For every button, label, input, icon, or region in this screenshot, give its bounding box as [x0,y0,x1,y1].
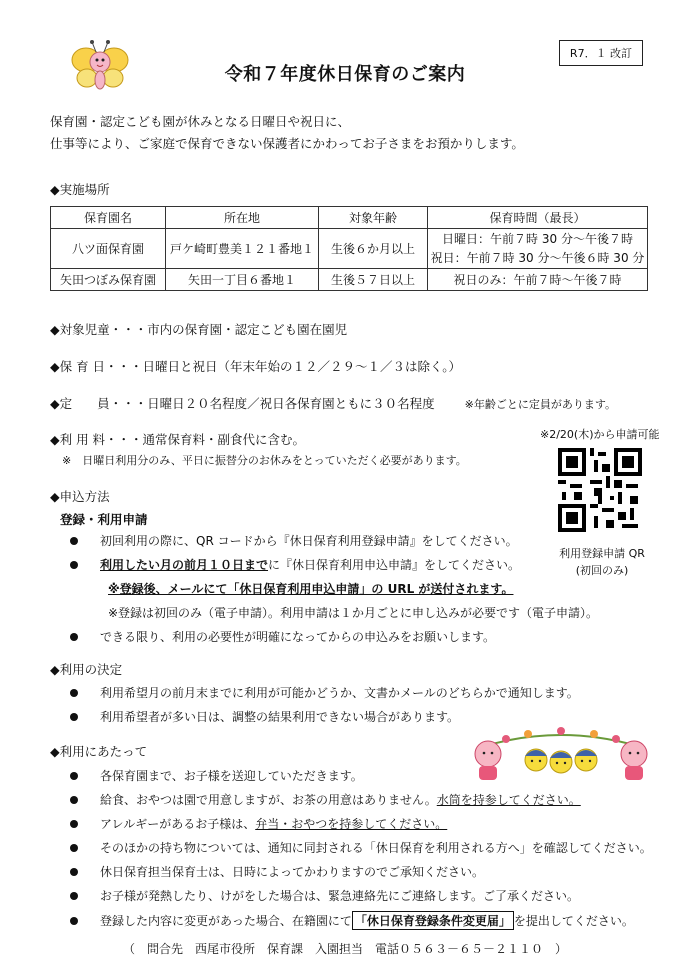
nursery-hours: 祝日のみ：午前７時～午後７時 [428,269,648,291]
list-item [70,791,581,808]
nursery-age: 生後５７日以上 [319,269,428,291]
table-row [51,229,648,269]
list-item [70,708,459,725]
revision-label: R7．１ 改訂 [559,40,643,66]
bullet-text: を提出してください。 [513,914,634,928]
bullet-text: 初回利用の際に、QR コードから『休日保育利用登録申請』をしてください。 [100,534,518,548]
qr-caption-2: (初回のみ) [575,564,629,577]
nursery-age: 生後６か月以上 [319,229,428,269]
intro-line-1: 保育園・認定こども園が休みとなる日曜日や祝日に、 [50,114,351,129]
bullet-text: 給食、おやつは園で用意しますが、お茶の用意はありません。 [100,793,437,807]
table-row [51,269,648,291]
list-item [70,863,484,880]
bullet-icon [70,892,78,900]
hours-line: 日曜日：午前７時 30 分～午後７時 [442,231,633,246]
children-illustration-icon [466,726,656,782]
fee: ◆利 用 料・・・通常保育料・副食代に含む。 [50,432,306,447]
column-header: 保育時間（最長） [428,207,648,229]
location-heading: ◆実施場所 [50,182,110,197]
bullet-text-boxed: 「休日保育登録条件変更届」 [352,911,514,930]
qr-code[interactable] [558,448,642,532]
nursery-hours [428,229,648,269]
bullet-icon [70,868,78,876]
column-header: 対象年齢 [319,207,428,229]
bullet-text-underlined: 水筒を持参してください。 [436,793,581,807]
list-item [70,628,495,645]
table-header-row [51,207,648,229]
capacity-main: ◆定 員・・・日曜日２０名程度／祝日各保育園ともに３０名程度 [50,396,435,411]
contact-footer: （ 問合先 西尾市役所 保育課 入園担当 電話０５６３－６５－２１１０ ） [122,942,567,956]
list-item [70,684,579,701]
bullet-icon [70,537,78,545]
bullet-text: に『休日保育利用申込申請』をしてください。 [268,558,521,572]
bullet-icon [70,561,78,569]
nursery-address: 矢田一丁目６番地１ [166,269,319,291]
location-table [50,206,648,291]
nursery-name: 矢田つぼみ保育園 [51,269,166,291]
intro-line-2: 仕事等により、ご家庭で保育できない保護者にかわってお子さまをお預かりします。 [50,136,524,151]
bullet-text-bold: 利用したい月の前月１０日まで [100,558,269,572]
list-item [70,815,447,832]
bullet-icon [70,820,78,828]
column-header: 所在地 [166,207,319,229]
apply-note-2: ※登録は初回のみ（電子申請）。利用申請は１か月ごとに申し込みが必要です（電子申請）。 [108,606,599,620]
bullet-icon [70,689,78,697]
bullet-text: 利用希望月の前月末までに利用が可能かどうか、文書かメールのどちらかで通知します。 [100,686,579,700]
apply-note-1: ※登録後、メールにて「休日保育利用申込申請」の URL が送付されます。 [108,582,514,596]
fee-note: ※ 日曜日利用分のみ、平日に振替分のお休みをとっていただく必要があります。 [62,454,467,467]
column-header: 保育園名 [51,207,166,229]
bullet-icon [70,917,78,925]
bullet-text: できる限り、利用の必要性が明確になってからの申込みをお願いします。 [100,630,496,644]
usage-heading: ◆利用にあたって [50,744,148,759]
bullet-icon [70,844,78,852]
target-children: ◆対象児童・・・市内の保育園・認定こども園在園児 [50,322,348,337]
bullet-text-underlined: 弁当・おやつを持参してください。 [255,817,448,831]
qr-caption-1: 利用登録申請 QR [559,547,645,560]
nursery-name: 八ツ面保育園 [51,229,166,269]
bullet-icon [70,772,78,780]
bullet-text: お子様が発熱したり、けがをした場合は、緊急連絡先にご連絡します。ご了承ください。 [100,889,580,903]
bullet-text: 登録した内容に変更があった場合、在籍園にて [100,914,352,928]
bullet-text: アレルギーがあるお子様は、 [100,817,256,831]
bullet-text: そのほかの持ち物については、通知に同封される「休日保育を利用される方へ」を確認してください。 [100,841,652,855]
page-title: 令和７年度休日保育のご案内 [224,64,466,85]
capacity [50,394,616,412]
bullet-text: 各保育園まで、お子様を送迎していただきます。 [100,769,363,783]
list-item [70,767,363,784]
care-days: ◆保 育 日・・・日曜日と祝日（年末年始の１２／２９～１／３は除く。） [50,359,462,374]
list-item [70,911,634,930]
bullet-icon [70,713,78,721]
list-item [70,556,520,573]
list-item [70,839,652,856]
bullet-text: 利用希望者が多い日は、調整の結果利用できない場合があります。 [100,710,460,724]
apply-subheading: 登録・利用申請 [60,512,148,527]
bullet-icon [70,633,78,641]
capacity-note: ※年齢ごとに定員があります。 [464,398,616,411]
bullet-icon [70,796,78,804]
hours-line: 祝日：午前７時 30 分～午後６時 30 分 [430,250,645,265]
apply-heading: ◆申込方法 [50,489,110,504]
bullet-text: 休日保育担当保育士は、日時によってかわりますのでご承知ください。 [100,865,485,879]
decision-heading: ◆利用の決定 [50,662,123,677]
list-item [70,887,579,904]
qr-availability: ※2/20(木)から申請可能 [540,428,660,441]
nursery-address: 戸ケ崎町豊美１２１番地１ [166,229,319,269]
list-item [70,532,518,549]
